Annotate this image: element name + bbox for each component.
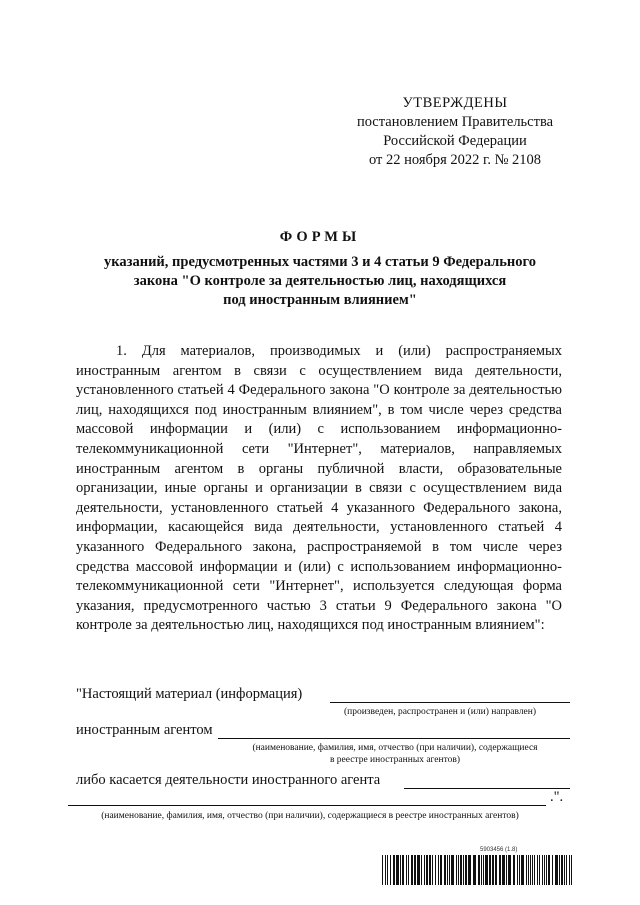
form-row-2-label: иностранным агентом (76, 722, 213, 738)
form-row-1-blank (330, 687, 570, 703)
subtitle-line-3: под иностранным влиянием" (223, 292, 417, 308)
form-row-2-blank (218, 723, 570, 739)
form-row-2-caption-line-2: в реестре иностранных агентов) (329, 755, 461, 765)
approval-block (330, 94, 580, 170)
document-title: ФОРМЫ (279, 229, 361, 245)
barcode-icon (382, 855, 572, 885)
paragraph-1: 1. Для материалов, производимых и (или) распространяемых иностранным агентом в связи с осуществлением вида деятельности, установленного статьей 4 Федерального закона "О контроле за деятельностью лиц, находящихся под иностранным влиянием", в том числе через средства массовой информации и (или) с использованием информационно-телекоммуникационной сети "Интернет", материалов, направляемых иностранным агентом в органы публичной власти, образовательные организации, иные органы и организации в связи с осуществлением вида деятельности, установленного статьей 4 указанного Федерального закона, информации, касающейся вида деятельности, установленного статьей 4 указанного Федерального закона, распространяемой в том числе через средства массовой информации и (или) с использованием информационно-телекоммуникационной сети "Интернет", используется следующая форма указания, предусмотренного частью 3 статьи 9 Федерального закона "О контроле за деятельностью лиц, находящихся под иностранным влиянием": (76, 343, 562, 634)
form-row-2-caption-line-1: (наименование, фамилия, имя, отчество (при наличии), содержащиеся (252, 743, 538, 753)
subtitle-line-2: закона "О контроле за деятельностью лиц, находящихся (133, 273, 507, 289)
form-row-1-caption: (произведен, распространен и (или) направлен) (343, 707, 537, 717)
subtitle-line-1: указаний, предусмотренных частями 3 и 4 статьи 9 Федерального (104, 254, 536, 270)
approval-title: УТВЕРЖДЕНЫ (402, 95, 508, 111)
approval-line-3: от 22 ноября 2022 г. № 2108 (368, 152, 542, 168)
form-row-2-caption (215, 742, 575, 766)
approval-line-1: постановлением Правительства (356, 114, 554, 130)
form-row-3-label: либо касается деятельности иностранного агента (76, 772, 381, 788)
form-row-4-end: .". (550, 789, 564, 805)
barcode-number: 5903456 (1.8) (480, 847, 518, 853)
form-row-4-caption: (наименование, фамилия, имя, отчество (при наличии), содержащиеся в реестре иностранных агентов) (101, 811, 519, 821)
approval-line-2: Российской Федерации (383, 133, 527, 149)
document-subtitle (80, 253, 560, 310)
form-row-3-blank (404, 773, 570, 789)
form-row-1-label: "Настоящий материал (информация) (76, 686, 303, 702)
form-row-4-blank (68, 790, 546, 806)
